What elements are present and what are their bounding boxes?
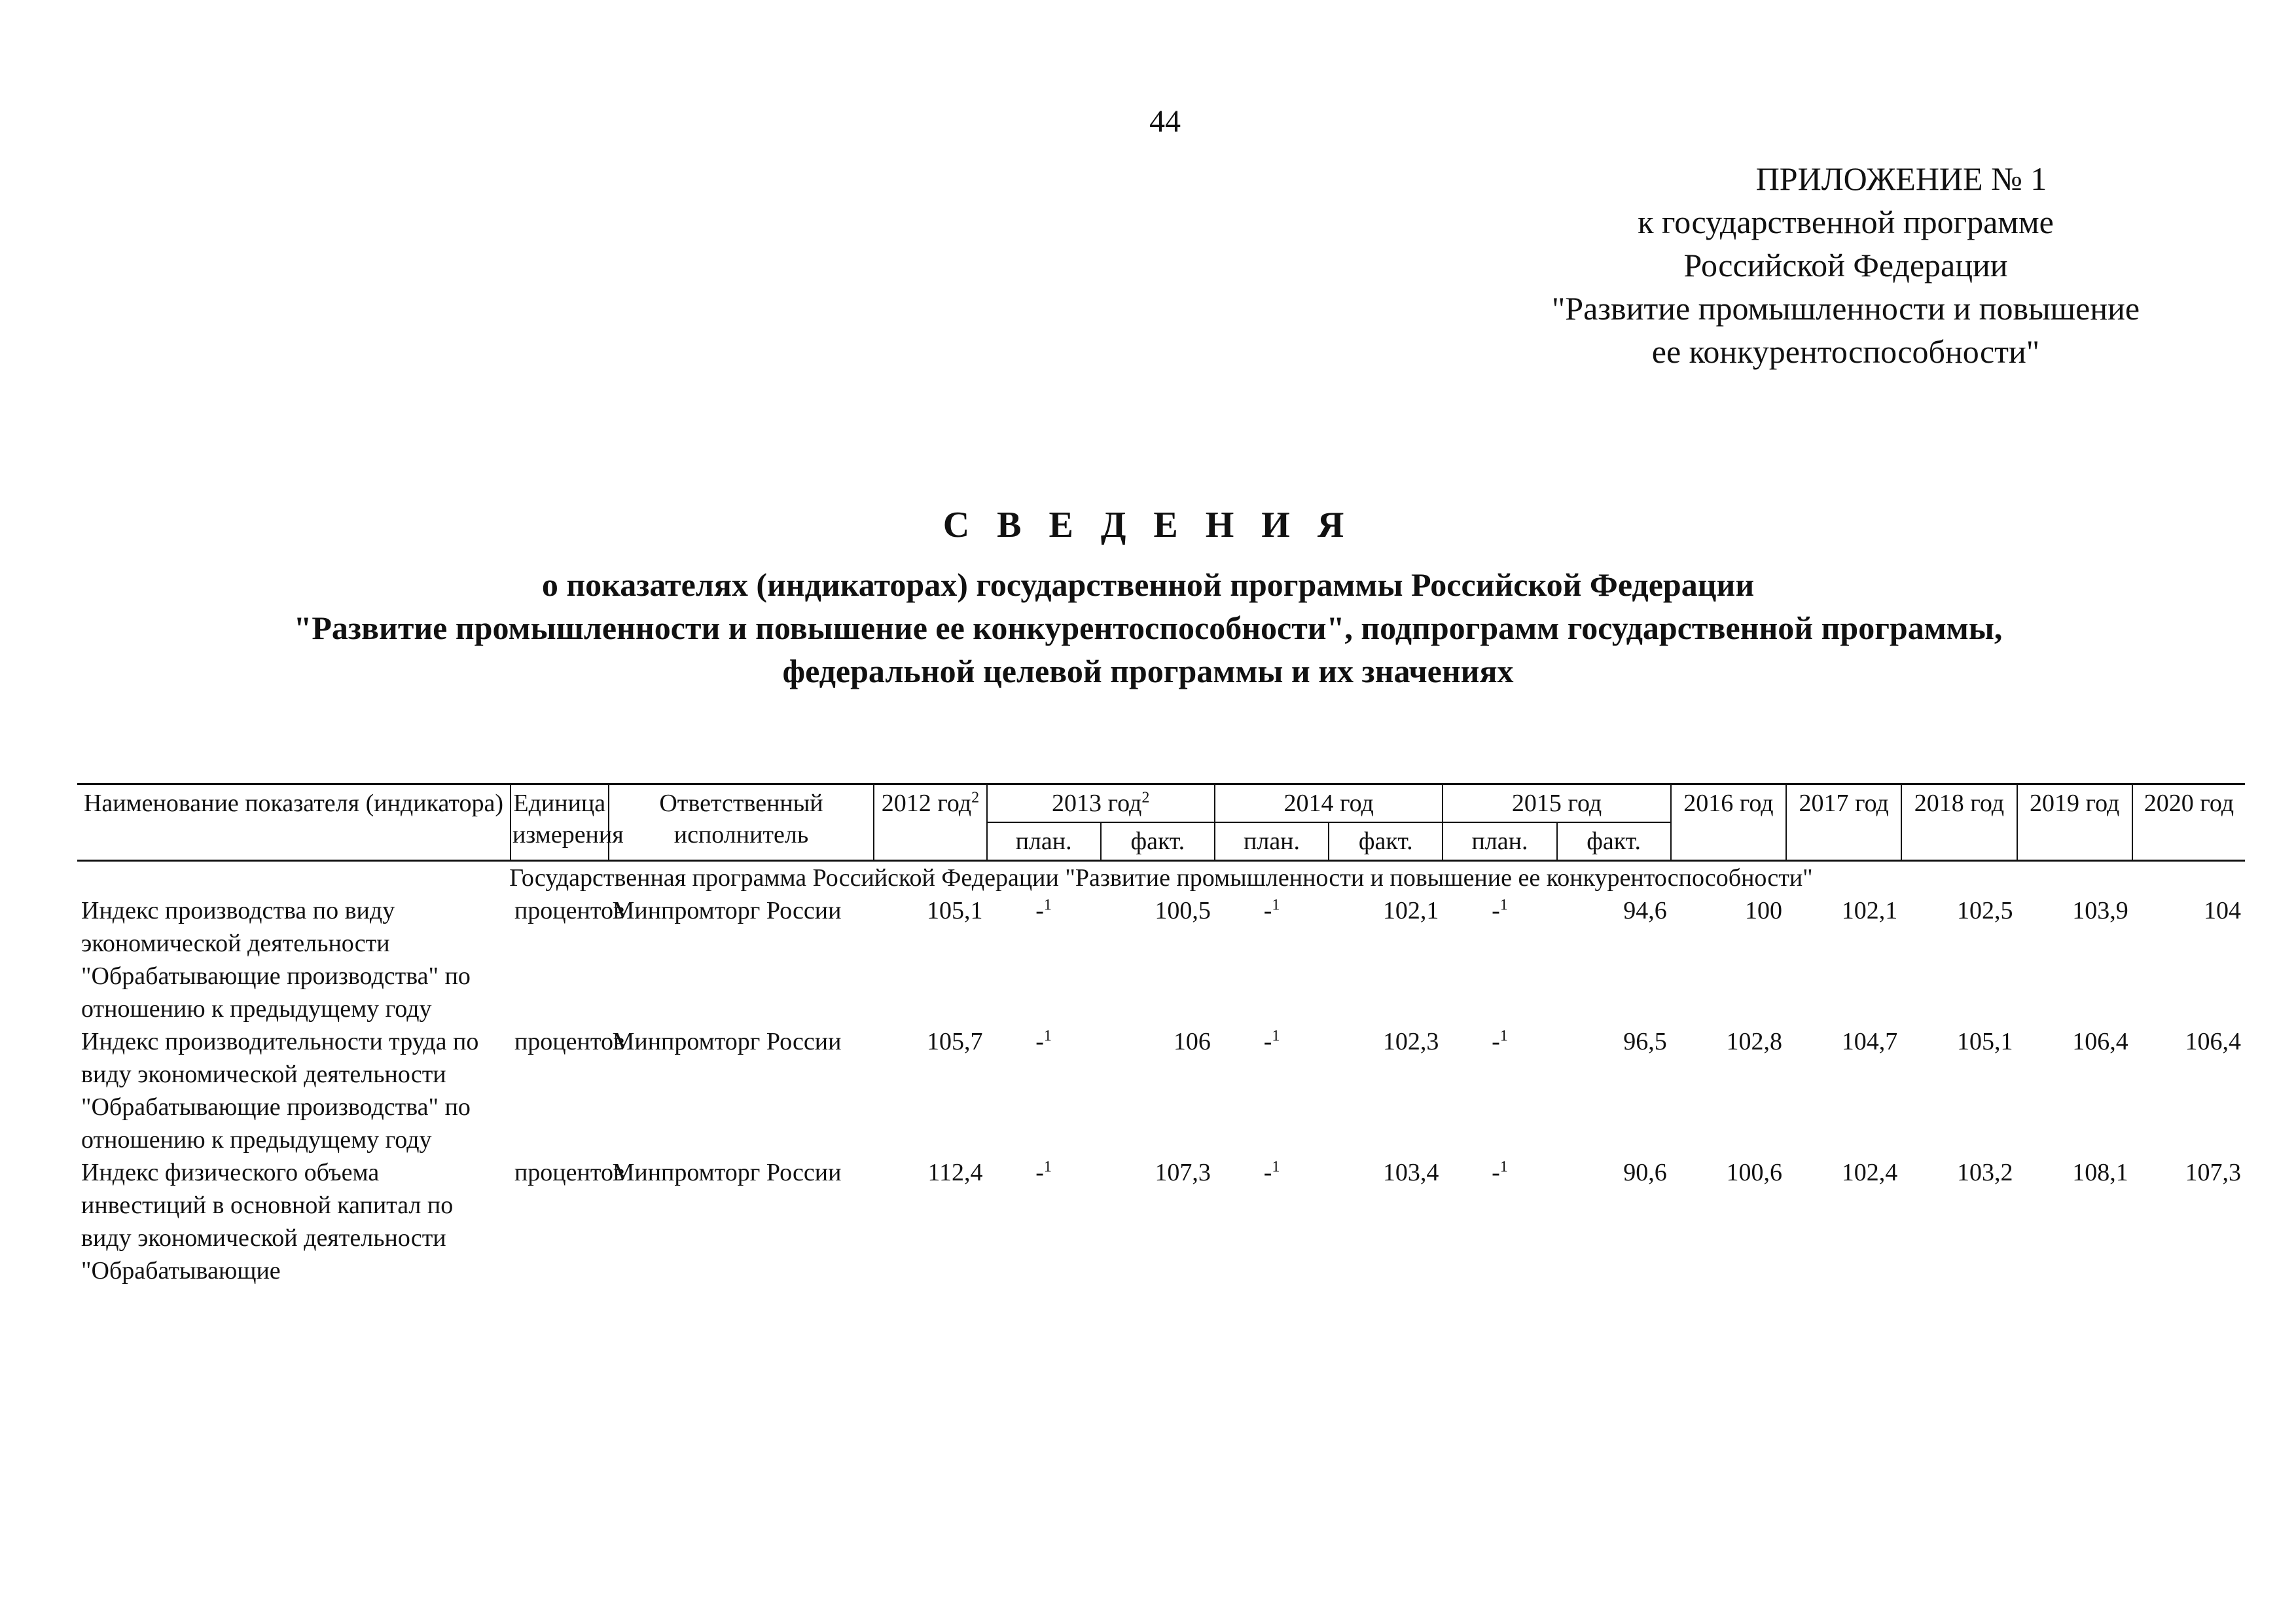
fact-2015: 94,6 — [1623, 897, 1667, 924]
fact-2015: 96,5 — [1623, 1028, 1667, 1055]
value-2017: 104,7 — [1841, 1028, 1898, 1055]
table-row — [77, 1156, 2245, 1287]
indicator-executor: Минпромторг России — [612, 1028, 842, 1055]
value-2018: 102,5 — [1957, 897, 2013, 924]
value-2018: 105,1 — [1957, 1028, 2013, 1055]
appendix-line: к государственной программе — [1638, 204, 2054, 240]
plan-2015: -$^1$ — [1492, 1027, 1508, 1055]
plan-2013: -$^1$ — [1035, 1158, 1052, 1186]
table-row — [77, 1025, 2245, 1156]
appendix-line: Российской Федерации — [1683, 247, 2008, 283]
heading-line: о показателях (индикаторах) государственной программы Российской Федерации — [541, 566, 1755, 603]
header-2013: 2013 год$^2$ — [987, 784, 1215, 823]
heading-line: федеральной целевой программы и их значениях — [782, 653, 1514, 689]
appendix-line: "Развитие промышленности и повышение — [1551, 290, 2140, 327]
plan-2014: -$^1$ — [1263, 1027, 1280, 1055]
header-2020: 2020 год — [2132, 784, 2245, 861]
fact-2013: 106 — [1173, 1028, 1211, 1055]
indicator-unit: процентов — [514, 1159, 625, 1186]
table-row — [77, 894, 2245, 1025]
header-2016: 2016 год — [1671, 784, 1786, 861]
fact-2014: 102,1 — [1382, 897, 1439, 924]
indicator-unit: процентов — [514, 897, 625, 924]
appendix-block — [1453, 157, 2238, 373]
value-2019: 103,9 — [2072, 897, 2128, 924]
header-plan: план. — [987, 822, 1101, 861]
appendix-title: ПРИЛОЖЕНИЕ № 1 — [1755, 160, 2047, 197]
appendix-line: ее конкурентоспособности" — [1651, 333, 2040, 370]
header-2012: 2012 год$^2$ — [874, 784, 986, 861]
header-2015: 2015 год — [1443, 784, 1670, 823]
header-name: Наименование показателя (индикатора) — [77, 784, 511, 861]
value-2019: 106,4 — [2072, 1028, 2128, 1055]
heading-title: С В Е Д Е Н И Я — [942, 505, 1354, 545]
section-title: Государственная программа Российской Федерации "Развитие промышленности и повышение ее конкурентоспособности" — [509, 864, 1813, 892]
plan-2014: -$^1$ — [1263, 896, 1280, 924]
plan-2013: -$^1$ — [1035, 1027, 1052, 1055]
indicator-executor: Минпромторг России — [612, 1159, 842, 1186]
header-executor: Ответственный исполнитель — [609, 784, 874, 861]
header-fact: факт. — [1557, 822, 1671, 861]
value-2012: 112,4 — [927, 1159, 983, 1186]
heading-line: "Развитие промышленности и повышение ее конкурентоспособности", подпрограмм государственной программы, — [293, 610, 2003, 646]
fact-2013: 100,5 — [1155, 897, 1211, 924]
indicator-unit: процентов — [514, 1028, 625, 1055]
value-2017: 102,4 — [1841, 1159, 1898, 1186]
fact-2013: 107,3 — [1155, 1159, 1211, 1186]
header-2018: 2018 год — [1901, 784, 2017, 861]
value-2016: 102,8 — [1726, 1028, 1783, 1055]
plan-2014: -$^1$ — [1263, 1158, 1280, 1186]
page-number: 44 — [1149, 104, 1181, 139]
value-2020: 107,3 — [2185, 1159, 2241, 1186]
fact-2014: 102,3 — [1382, 1028, 1439, 1055]
plan-2015: -$^1$ — [1492, 896, 1508, 924]
indicator-name: Индекс производства по виду экономической деятельности "Обрабатывающие производства" по отношению к предыдущему году — [81, 897, 471, 1023]
value-2012: 105,1 — [927, 897, 983, 924]
value-2020: 104 — [2204, 897, 2241, 924]
header-unit: Единица измерения — [511, 784, 609, 861]
value-2016: 100,6 — [1726, 1159, 1783, 1186]
plan-2015: -$^1$ — [1492, 1158, 1508, 1186]
header-plan: план. — [1215, 822, 1329, 861]
value-2017: 102,1 — [1841, 897, 1898, 924]
value-2016: 100 — [1745, 897, 1783, 924]
indicators-table — [77, 783, 2245, 1287]
value-2012: 105,7 — [927, 1028, 983, 1055]
value-2018: 103,2 — [1957, 1159, 2013, 1186]
header-2014: 2014 год — [1215, 784, 1443, 823]
header-fact: факт. — [1101, 822, 1215, 861]
indicator-name: Индекс производительности труда по виду экономической деятельности "Обрабатывающие производства" по отношению к предыдущему году — [81, 1028, 479, 1154]
header-fact: факт. — [1329, 822, 1443, 861]
value-2019: 108,1 — [2072, 1159, 2128, 1186]
value-2020: 106,4 — [2185, 1028, 2241, 1055]
fact-2015: 90,6 — [1623, 1159, 1667, 1186]
indicator-executor: Минпромторг России — [612, 897, 842, 924]
header-2019: 2019 год — [2017, 784, 2132, 861]
fact-2014: 103,4 — [1382, 1159, 1439, 1186]
header-plan: план. — [1443, 822, 1556, 861]
header-2017: 2017 год — [1786, 784, 1901, 861]
plan-2013: -$^1$ — [1035, 896, 1052, 924]
indicator-name: Индекс физического объема инвестиций в основной капитал по виду экономической деятельности "Обрабатывающие — [81, 1159, 454, 1285]
document-heading — [0, 504, 2296, 693]
